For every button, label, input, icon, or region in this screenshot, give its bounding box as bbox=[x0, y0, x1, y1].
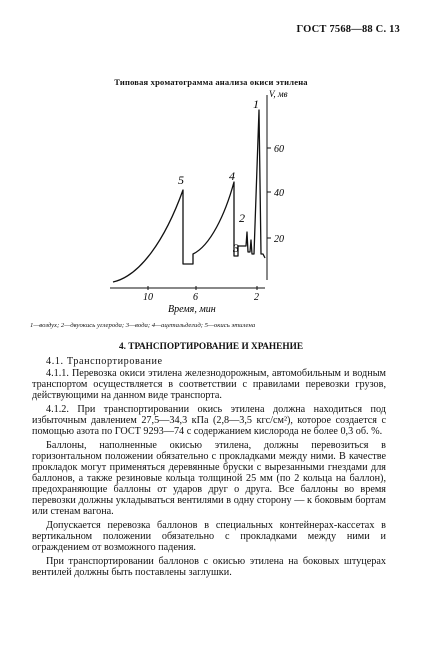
paragraph: 4.1.2. При транспортировании окись этилена должна находиться под избыточным давлением 27,5—34,3 кПа (2,8—3,5 кгс/см²), которое создается с помощью азота по ГОСТ 9293—74 с содержанием кислорода не более 0,3 об. %. bbox=[32, 403, 386, 438]
x-tick-label: 6 bbox=[193, 292, 198, 303]
paragraph: Баллоны, наполненные окисью этилена, должны перевозиться в горизонтальном положении обязательно с прокладками между ними. В качестве прокладок могут применяться деревянные бруски с вырезанными гнездами для баллонов, а также резиновые кольца толщиной 25 мм (по 2 кольца на баллон), предохраняющие баллоны от ударов друг о друга. Все баллоны во время перевозки должны укладываться вентилями в одну сторону — к боковым бортам или стенам вагона. bbox=[32, 439, 386, 518]
paragraph: При транспортировании баллонов с окисью этилена на боковых штуцерах вентилей должны быть поставлены заглушки. bbox=[32, 555, 386, 579]
chromatogram bbox=[0, 0, 422, 320]
paragraph: Допускается перевозка баллонов в специальных контейнерах-кассетах в вертикальном положении обязательно с прокладками между ними и ограждением от возможного падения. bbox=[32, 520, 386, 554]
section-body bbox=[32, 356, 386, 581]
chromatogram-trace bbox=[113, 110, 265, 282]
peak-label: 1 bbox=[253, 97, 259, 111]
y-tick-label: 20 bbox=[274, 234, 284, 245]
section-heading: 4. ТРАНСПОРТИРОВАНИЕ И ХРАНЕНИЕ bbox=[118, 342, 304, 352]
y-tick-label: 60 bbox=[274, 144, 284, 155]
peak-label: 3 bbox=[233, 241, 239, 255]
paragraph: 4.1.1. Перевозка окиси этилена железнодорожным, автомобильным и водным транспортом осуществляется в соответствии с правилами перевозки грузов, действующими на данном виде транспорта. bbox=[32, 368, 386, 402]
y-tick-label: 40 bbox=[274, 188, 284, 199]
x-axis-label: Время, мин bbox=[168, 304, 216, 315]
subsection-title: 4.1. Транспортирование bbox=[46, 356, 163, 367]
peak-label: 2 bbox=[239, 211, 245, 225]
y-axis-label: V, мв bbox=[269, 89, 288, 99]
figure-title: Типовая хроматограмма анализа окиси этилена bbox=[114, 77, 308, 87]
page-header: ГОСТ 7568—88 С. 13 bbox=[296, 24, 400, 35]
x-tick-label: 10 bbox=[143, 292, 153, 303]
x-tick-label: 2 bbox=[254, 292, 259, 303]
figure-legend: 1—воздух; 2—двуокись углерода; 3—вода; 4—ацетальдегид; 5—окись этилена bbox=[30, 322, 256, 329]
peak-label: 4 bbox=[229, 169, 235, 183]
peak-label: 5 bbox=[178, 173, 184, 187]
